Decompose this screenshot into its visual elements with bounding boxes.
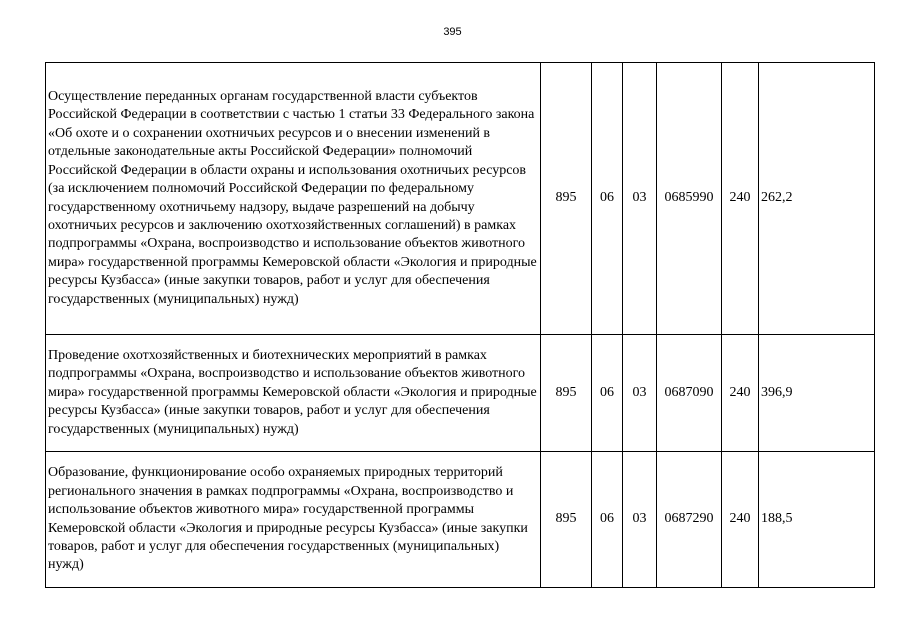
amount-value: 262,2 [759, 63, 875, 335]
table-row [46, 452, 875, 588]
target-article-code: 0687290 [657, 452, 722, 588]
section-code: 06 [592, 452, 623, 588]
row-description: Образование, функционирование особо охраняемых природных территорий регионального значения в рамках подпрограммы «Охрана, воспроизводство и использование объектов животного мира» государственной программы Кемеровской области «Экология и природные ресурсы Кузбасса» (иные закупки товаров, работ и услуг для обеспечения государственных (муниципальных) нужд) [46, 452, 541, 588]
row-description: Проведение охотхозяйственных и биотехнических мероприятий в рамках подпрограммы «Охрана, воспроизводство и использование объектов животного мира» государственной программы Кемеровской области «Экология и природные ресурсы Кузбасса» (иные закупки товаров, работ и услуг для обеспечения государственных (муниципальных) нужд) [46, 335, 541, 452]
expense-type-code: 240 [722, 452, 759, 588]
target-article-code: 0687090 [657, 335, 722, 452]
table-row [46, 63, 875, 335]
page-number: 395 [443, 26, 462, 38]
section-code: 06 [592, 335, 623, 452]
ministry-code: 895 [541, 63, 592, 335]
subsection-code: 03 [623, 63, 657, 335]
budget-table [45, 62, 875, 588]
target-article-code: 0685990 [657, 63, 722, 335]
row-description: Осуществление переданных органам государственной власти субъектов Российской Федерации в соответствии с частью 1 статьи 33 Федерального закона «Об охоте и о сохранении охотничьих ресурсов и о внесении изменений в отдельные законодательные акты Российской Федерации» полномочий Российской Федерации в области охраны и использования охотничьих ресурсов (за исключением полномочий Российской Федерации по федеральному государственному охотничьему надзору, выдаче разрешений на добычу охотничьих ресурсов и заключению охотхозяйственных соглашений) в рамках подпрограммы «Охрана, воспроизводство и использование объектов животного мира» государственной программы Кемеровской области «Экология и природные ресурсы Кузбасса» (иные закупки товаров, работ и услуг для обеспечения государственных (муниципальных) нужд) [46, 63, 541, 335]
subsection-code: 03 [623, 452, 657, 588]
expense-type-code: 240 [722, 63, 759, 335]
amount-value: 188,5 [759, 452, 875, 588]
ministry-code: 895 [541, 452, 592, 588]
expense-type-code: 240 [722, 335, 759, 452]
subsection-code: 03 [623, 335, 657, 452]
table-row [46, 335, 875, 452]
ministry-code: 895 [541, 335, 592, 452]
amount-value: 396,9 [759, 335, 875, 452]
section-code: 06 [592, 63, 623, 335]
